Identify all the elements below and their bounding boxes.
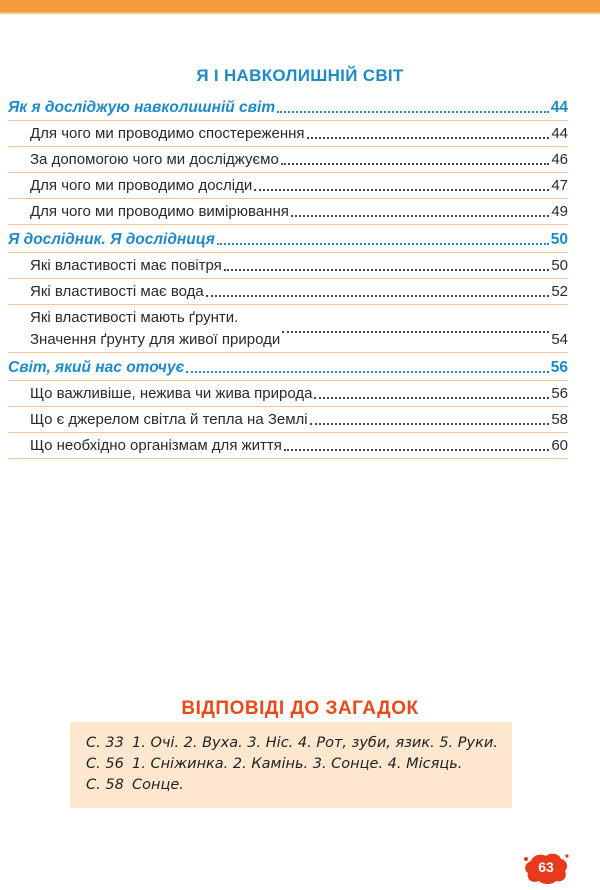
toc-topic-row[interactable] bbox=[8, 305, 568, 353]
dot-leader bbox=[186, 371, 548, 373]
dot-leader bbox=[284, 449, 549, 451]
answer-page-ref: С. 33 bbox=[86, 734, 124, 751]
toc-topic-label: Які властивості має вода bbox=[30, 283, 204, 300]
toc-page-number: 54 bbox=[551, 331, 568, 348]
toc-topic-label: За допомогою чого ми досліджуємо bbox=[30, 151, 279, 168]
toc-page-number: 56 bbox=[551, 385, 568, 402]
toc-topic-label: Що є джерелом світла й тепла на Землі bbox=[30, 411, 308, 428]
answer-line bbox=[86, 732, 496, 753]
toc-topic-label: Для чого ми проводимо досліди bbox=[30, 177, 253, 194]
toc-page-number: 47 bbox=[551, 177, 568, 194]
toc-topic-label: Для чого ми проводимо спостереження bbox=[30, 125, 305, 142]
answers-title: ВІДПОВІДІ ДО ЗАГАДОК bbox=[181, 698, 419, 719]
toc-chapter-label: Я дослідник. Я дослідниця bbox=[8, 231, 215, 248]
toc-topic-label: Для чого ми проводимо вимірювання bbox=[30, 203, 289, 220]
answer-page-ref: С. 58 bbox=[86, 776, 124, 793]
toc-topic-label: Що важливіше, нежива чи жива природа bbox=[30, 385, 313, 402]
toc-page-number: 44 bbox=[550, 99, 568, 116]
toc-chapter-label: Як я досліджую навколишній світ bbox=[8, 99, 276, 116]
toc-page-number: 56 bbox=[550, 359, 568, 376]
toc-topic-label: Які властивості має повітря bbox=[30, 257, 222, 274]
toc-page-number: 44 bbox=[551, 125, 568, 142]
table-of-contents bbox=[8, 93, 568, 459]
dot-leader bbox=[277, 111, 549, 113]
top-decorative-bar bbox=[0, 0, 600, 12]
toc-page-number: 58 bbox=[551, 411, 568, 428]
toc-chapter-row[interactable] bbox=[8, 93, 568, 121]
toc-topic-row[interactable] bbox=[8, 147, 568, 173]
toc-topic-row[interactable] bbox=[8, 433, 568, 459]
answer-text: Сонце. bbox=[132, 776, 184, 793]
dot-leader bbox=[291, 215, 549, 217]
toc-topic-label: Що необхідно організмам для життя bbox=[30, 437, 282, 454]
section-title: Я І НАВКОЛИШНІЙ СВІТ bbox=[196, 66, 404, 85]
toc-page-number: 60 bbox=[551, 437, 568, 454]
page-number-badge bbox=[523, 851, 569, 885]
toc-topic-row[interactable] bbox=[8, 253, 568, 279]
dot-leader bbox=[314, 397, 549, 399]
toc-topic-label-line1: Які властивості мають ґрунти. bbox=[30, 309, 239, 326]
dot-leader bbox=[281, 163, 550, 165]
dot-leader bbox=[206, 295, 550, 297]
answer-text: 1. Очі. 2. Вуха. 3. Ніс. 4. Рот, зуби, язик. 5. Руки. bbox=[132, 734, 498, 751]
dot-leader bbox=[307, 137, 550, 139]
toc-topic-row[interactable] bbox=[8, 381, 568, 407]
toc-page-number: 46 bbox=[551, 151, 568, 168]
dot-leader bbox=[217, 243, 549, 245]
dot-leader bbox=[310, 423, 550, 425]
toc-chapter-label: Світ, який нас оточує bbox=[8, 359, 185, 376]
page-number: 63 bbox=[538, 859, 554, 875]
answer-line bbox=[86, 753, 496, 774]
toc-page-number: 50 bbox=[550, 231, 568, 248]
dot-leader bbox=[254, 189, 549, 191]
toc-topic-label-line2: Значення ґрунту для живої природи bbox=[30, 331, 281, 348]
toc-topic-row[interactable] bbox=[8, 173, 568, 199]
dot-leader bbox=[282, 331, 549, 333]
toc-page-number: 50 bbox=[551, 257, 568, 274]
toc-chapter-row[interactable] bbox=[8, 225, 568, 253]
answers-box bbox=[70, 722, 512, 808]
answer-line bbox=[86, 774, 496, 795]
toc-topic-row[interactable] bbox=[8, 407, 568, 433]
toc-topic-row[interactable] bbox=[8, 279, 568, 305]
toc-topic-row[interactable] bbox=[8, 121, 568, 147]
toc-page-number: 52 bbox=[551, 283, 568, 300]
dot-leader bbox=[224, 269, 550, 271]
toc-chapter-row[interactable] bbox=[8, 353, 568, 381]
answer-text: 1. Сніжинка. 2. Камінь. 3. Сонце. 4. Місяць. bbox=[132, 755, 463, 772]
toc-page-number: 49 bbox=[551, 203, 568, 220]
answer-page-ref: С. 56 bbox=[86, 755, 124, 772]
toc-topic-row[interactable] bbox=[8, 199, 568, 225]
